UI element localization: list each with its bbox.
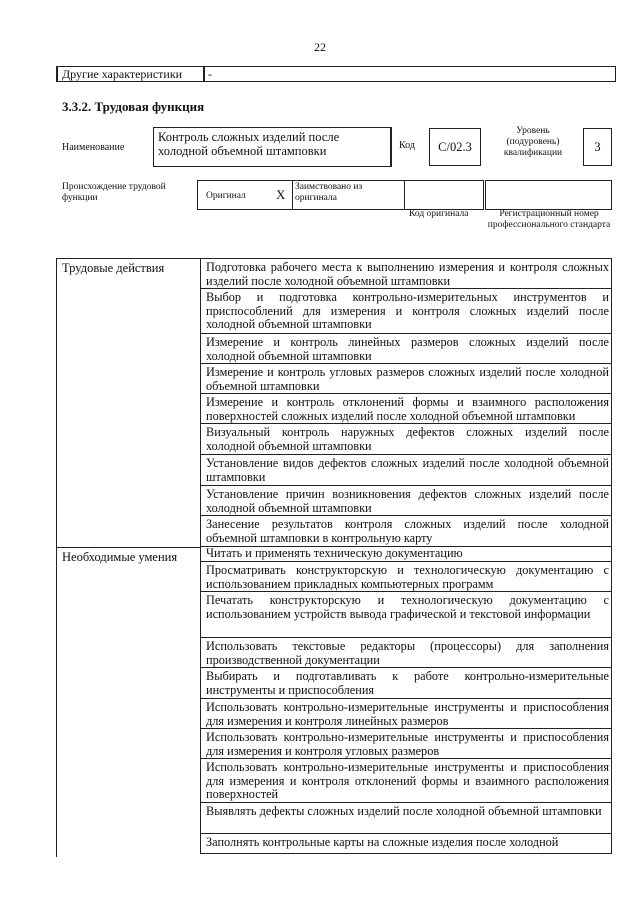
labor-action-item: Занесение результатов контроля сложных изделий после холодной объемной штамповки в контрольную карту	[200, 516, 612, 547]
qualification-level: 3	[583, 128, 612, 166]
other-characteristics-label: Другие характеристики	[56, 66, 205, 82]
page-number: 22	[314, 40, 326, 54]
required-skills-list	[200, 547, 612, 854]
skill-item: Использовать контрольно-измерительные инструменты и приспособления для измерения и контроля линейных размеров	[200, 699, 612, 729]
required-skills-label: Необходимые умения	[56, 547, 198, 857]
skill-item: Использовать текстовые редакторы (процессоры) для заполнения производственной документации	[200, 638, 612, 668]
labor-action-item: Измерение и контроль отклонений формы и взаимного расположения поверхностей сложных изделий после холодной объемной штамповки	[200, 394, 612, 424]
original-mark: X	[276, 187, 286, 202]
function-code: C/02.3	[429, 128, 481, 166]
borrowed-label: Заимствовано из оригинала	[295, 182, 363, 203]
labor-action-item: Визуальный контроль наружных дефектов сложных изделий после холодной объемной штамповки	[200, 424, 612, 455]
labor-actions-label: Трудовые действия	[56, 258, 198, 548]
labor-action-item: Установление видов дефектов сложных изделий после холодной объемной штамповки	[200, 455, 612, 486]
skill-item: Использовать контрольно-измерительные инструменты и приспособления для измерения и контроля угловых размеров	[200, 729, 612, 759]
section-title: 3.3.2. Трудовая функция	[62, 99, 205, 114]
labor-actions-list	[200, 258, 612, 547]
origin-label: Происхождение трудовой функции	[62, 182, 166, 203]
code-original-label: Код оригинала	[409, 209, 469, 219]
labor-action-item: Установление причин возникновения дефектов сложных изделий после холодной объемной штамповки	[200, 486, 612, 516]
labor-action-item: Измерение и контроль угловых размеров сложных изделий после холодной объемной штамповки	[200, 364, 612, 394]
reg-number-label: Регистрационный номер профессионального стандарта	[487, 209, 611, 230]
name-label: Наименование	[62, 142, 125, 153]
original-cell	[197, 180, 293, 210]
code-label: Код	[399, 140, 415, 151]
skill-item: Выявлять дефекты сложных изделий после холодной объемной штамповки	[200, 803, 612, 834]
labor-action-item: Выбор и подготовка контрольно-измерительных инструментов и приспособлений для измерения и контроля сложных изделий после холодной объемной штамповки	[200, 289, 612, 334]
code-original-cell	[404, 180, 484, 210]
borrowed-cell	[292, 180, 405, 210]
skill-item: Читать и применять техническую документацию	[200, 547, 612, 562]
origin-row	[197, 180, 612, 210]
function-name: Контроль сложных изделий после холодной объемной штамповки	[153, 127, 392, 167]
skill-item: Просматривать конструкторскую и технологическую документацию с использованием прикладных компьютерных программ	[200, 562, 612, 592]
reg-number-cell	[485, 180, 612, 210]
other-characteristics-row	[56, 66, 612, 81]
level-label: Уровень (подуровень) квалификации	[503, 126, 563, 158]
skill-item: Выбирать и подготавливать к работе контрольно-измерительные инструменты и приспособления	[200, 668, 612, 699]
skill-item: Использовать контрольно-измерительные инструменты и приспособления для измерения и контроля отклонений формы и взаимного расположения поверхностей	[200, 759, 612, 803]
skill-item: Печатать конструкторскую и технологическую документацию с использованием устройств вывода графической и текстовой информации	[200, 592, 612, 638]
original-label: Оригинал	[206, 191, 246, 201]
labor-action-item: Подготовка рабочего места к выполнению измерения и контроля сложных изделий после холодной объемной штамповки	[200, 258, 612, 289]
labor-action-item: Измерение и контроль линейных размеров сложных изделий после холодной объемной штамповки	[200, 334, 612, 364]
skill-item: Заполнять контрольные карты на сложные изделия после холодной	[200, 834, 612, 854]
other-characteristics-value: -	[203, 66, 616, 82]
